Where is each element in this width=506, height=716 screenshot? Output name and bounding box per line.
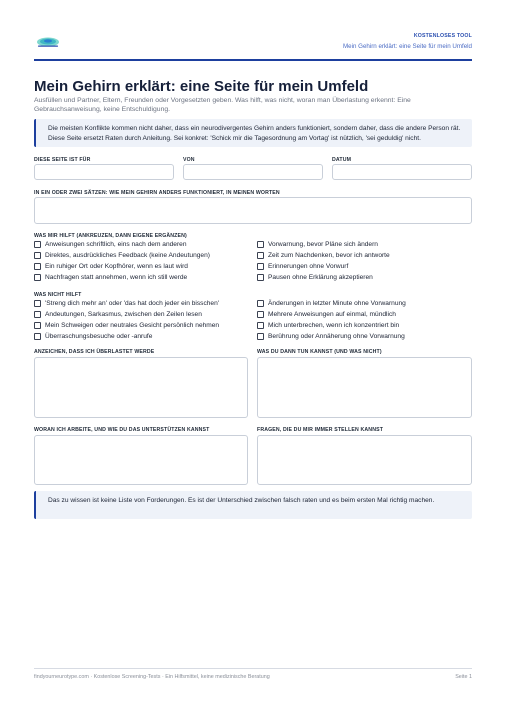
not-helps-item[interactable]: Mich unterbrechen, wenn ich konzentriert bin <box>257 320 472 331</box>
not-helps-item[interactable]: Mehrere Anweisungen auf einmal, mündlich <box>257 309 472 320</box>
not-helps-item[interactable]: Andeutungen, Sarkasmus, zwischen den Zeilen lesen <box>34 309 254 320</box>
checkbox[interactable] <box>257 322 264 329</box>
helps-item[interactable]: Vorwarnung, bevor Pläne sich ändern <box>257 239 472 250</box>
info-callout-bottom: Das zu wissen ist keine Liste von Forderungen. Es ist der Unterschied zwischen falsch raten und es beim ersten Mal richtig machen. <box>34 491 472 519</box>
from-field[interactable] <box>183 164 323 180</box>
checkbox[interactable] <box>34 300 41 307</box>
checkbox[interactable] <box>34 241 41 248</box>
date-field[interactable] <box>332 164 472 180</box>
helps-item[interactable]: Direktes, ausdrückliches Feedback (keine Andeutungen) <box>34 250 249 261</box>
footer-divider <box>34 668 472 669</box>
checkbox[interactable] <box>257 252 264 259</box>
checkbox[interactable] <box>257 274 264 281</box>
not-helps-item[interactable]: 'Streng dich mehr an' oder 'das hat doch jeder ein bisschen' <box>34 298 254 309</box>
page-title: Mein Gehirn erklärt: eine Seite für mein Umfeld <box>34 78 369 95</box>
overload-signs-field[interactable] <box>34 357 248 418</box>
checkbox[interactable] <box>34 252 41 259</box>
helps-item[interactable]: Pausen ohne Erklärung akzeptieren <box>257 272 472 283</box>
from-label: VON <box>183 157 195 163</box>
overload-signs-label: ANZEICHEN, DASS ICH ÜBERLASTET WERDE <box>34 349 155 355</box>
helps-item[interactable]: Anweisungen schriftlich, eins nach dem anderen <box>34 239 249 250</box>
checkbox[interactable] <box>34 263 41 270</box>
checkbox[interactable] <box>34 333 41 340</box>
footer-text: findyourneurotype.com · Kostenlose Screening-Tests · Ein Hilfsmittel, keine medizinische Beratung <box>34 674 270 680</box>
not-helps-item[interactable]: Berührung oder Annäherung ohne Vorwarnung <box>257 331 472 342</box>
how-i-work-field[interactable] <box>34 435 248 485</box>
helps-item[interactable]: Nachfragen statt annehmen, wenn ich still werde <box>34 272 249 283</box>
checkbox[interactable] <box>257 263 264 270</box>
site-logo-icon <box>36 36 60 48</box>
questions-label: FRAGEN, DIE DU MIR IMMER STELLEN KANNST <box>257 427 384 433</box>
header-divider <box>34 59 472 61</box>
header-kicker: KOSTENLOSES TOOL <box>413 33 472 39</box>
not-helps-item[interactable]: Überraschungsbesuche oder -anrufe <box>34 331 254 342</box>
checkbox[interactable] <box>257 333 264 340</box>
how-i-work-label: WORAN ICH ARBEITE, UND WIE DU DAS UNTERSTÜTZEN KANNST <box>34 427 210 433</box>
summary-field[interactable] <box>34 197 472 224</box>
not-helps-label: WAS NICHT HILFT <box>34 292 82 298</box>
summary-label: IN EIN ODER ZWEI SÄTZEN: WIE MEIN GEHIRN ANDERS FUNKTIONIERT, IN MEINEN WORTEN <box>34 190 280 196</box>
checkbox[interactable] <box>257 300 264 307</box>
helps-item[interactable]: Erinnerungen ohne Vorwurf <box>257 261 472 272</box>
checkbox[interactable] <box>257 241 264 248</box>
for-field[interactable] <box>34 164 174 180</box>
for-label: DIESE SEITE IST FÜR <box>34 157 91 163</box>
not-helps-list-right <box>257 298 472 342</box>
helps-label: WAS MIR HILFT (ANKREUZEN, DANN EIGENE ERGÄNZEN) <box>34 233 187 239</box>
helps-list-left <box>34 239 249 283</box>
not-helps-item[interactable]: Mein Schweigen oder neutrales Gesicht persönlich nehmen <box>34 320 254 331</box>
what-you-can-do-field[interactable] <box>257 357 472 418</box>
checkbox[interactable] <box>34 322 41 329</box>
checkbox[interactable] <box>34 274 41 281</box>
header-tag <box>343 33 472 50</box>
date-label: DATUM <box>332 157 352 163</box>
checkbox[interactable] <box>34 311 41 318</box>
helps-item[interactable]: Ein ruhiger Ort oder Kopfhörer, wenn es laut wird <box>34 261 249 272</box>
not-helps-list-left <box>34 298 254 342</box>
page-number: Seite 1 <box>455 674 472 680</box>
helps-list-right <box>257 239 472 283</box>
what-you-can-do-label: WAS DU DANN TUN KANNST (UND WAS NICHT) <box>257 349 382 355</box>
questions-field[interactable] <box>257 435 472 485</box>
helps-item[interactable]: Zeit zum Nachdenken, bevor ich antworte <box>257 250 472 261</box>
not-helps-item[interactable]: Änderungen in letzter Minute ohne Vorwarnung <box>257 298 472 309</box>
header-subtitle: Mein Gehirn erklärt: eine Seite für mein Umfeld <box>343 43 472 50</box>
checkbox[interactable] <box>257 311 264 318</box>
info-callout-top: Die meisten Konflikte kommen nicht daher, dass ein neurodivergentes Gehirn anders funktioniert, sondern daher, dass die andere Person rät. Diese Seite ersetzt Raten durch Anleitung. Sei konkret: 'Schick mir die Tagesordnung am Vortag' ist nützlich, 'sei geduldig' nicht. <box>34 119 472 147</box>
intro-text: Ausfüllen und Partner, Eltern, Freunden oder Vorgesetzten geben. Was hilft, was nicht, woran man Überlastung erkennt: Eine Gebrauchsanweisung, keine Entschuldigung. <box>34 97 411 114</box>
